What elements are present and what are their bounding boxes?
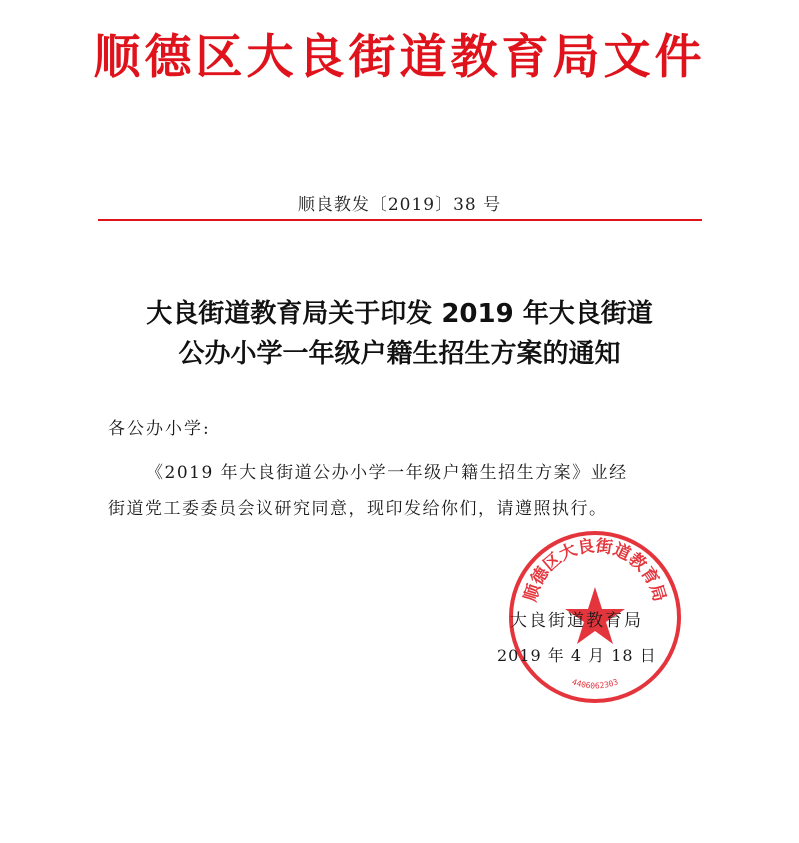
document-number: 顺良教发〔2019〕38 号: [297, 195, 502, 215]
seal-code: 4406062303: [570, 677, 620, 691]
body-paragraph-line-1: 《2019 年大良街道公办小学一年级户籍生招生方案》业经: [146, 463, 628, 483]
salutation: 各公办小学:: [108, 419, 211, 439]
signature-date: 2019 年 4 月 18 日: [497, 646, 657, 665]
notice-title-line-2: 公办小学一年级户籍生招生方案的通知: [178, 339, 621, 369]
body-paragraph-line-2: 街道党工委委员会议研究同意，现印发给你们，请遵照执行。: [108, 499, 608, 519]
seal-text: 顺德区大良街道教育局: [520, 536, 670, 604]
notice-title-line-1: 大良街道教育局关于印发 2019 年大良街道: [146, 299, 653, 329]
signature-organization: 大良街道教育局: [510, 611, 643, 631]
red-divider-rule: [98, 219, 702, 221]
document-header-title: 顺德区大良街道教育局文件: [93, 30, 706, 85]
